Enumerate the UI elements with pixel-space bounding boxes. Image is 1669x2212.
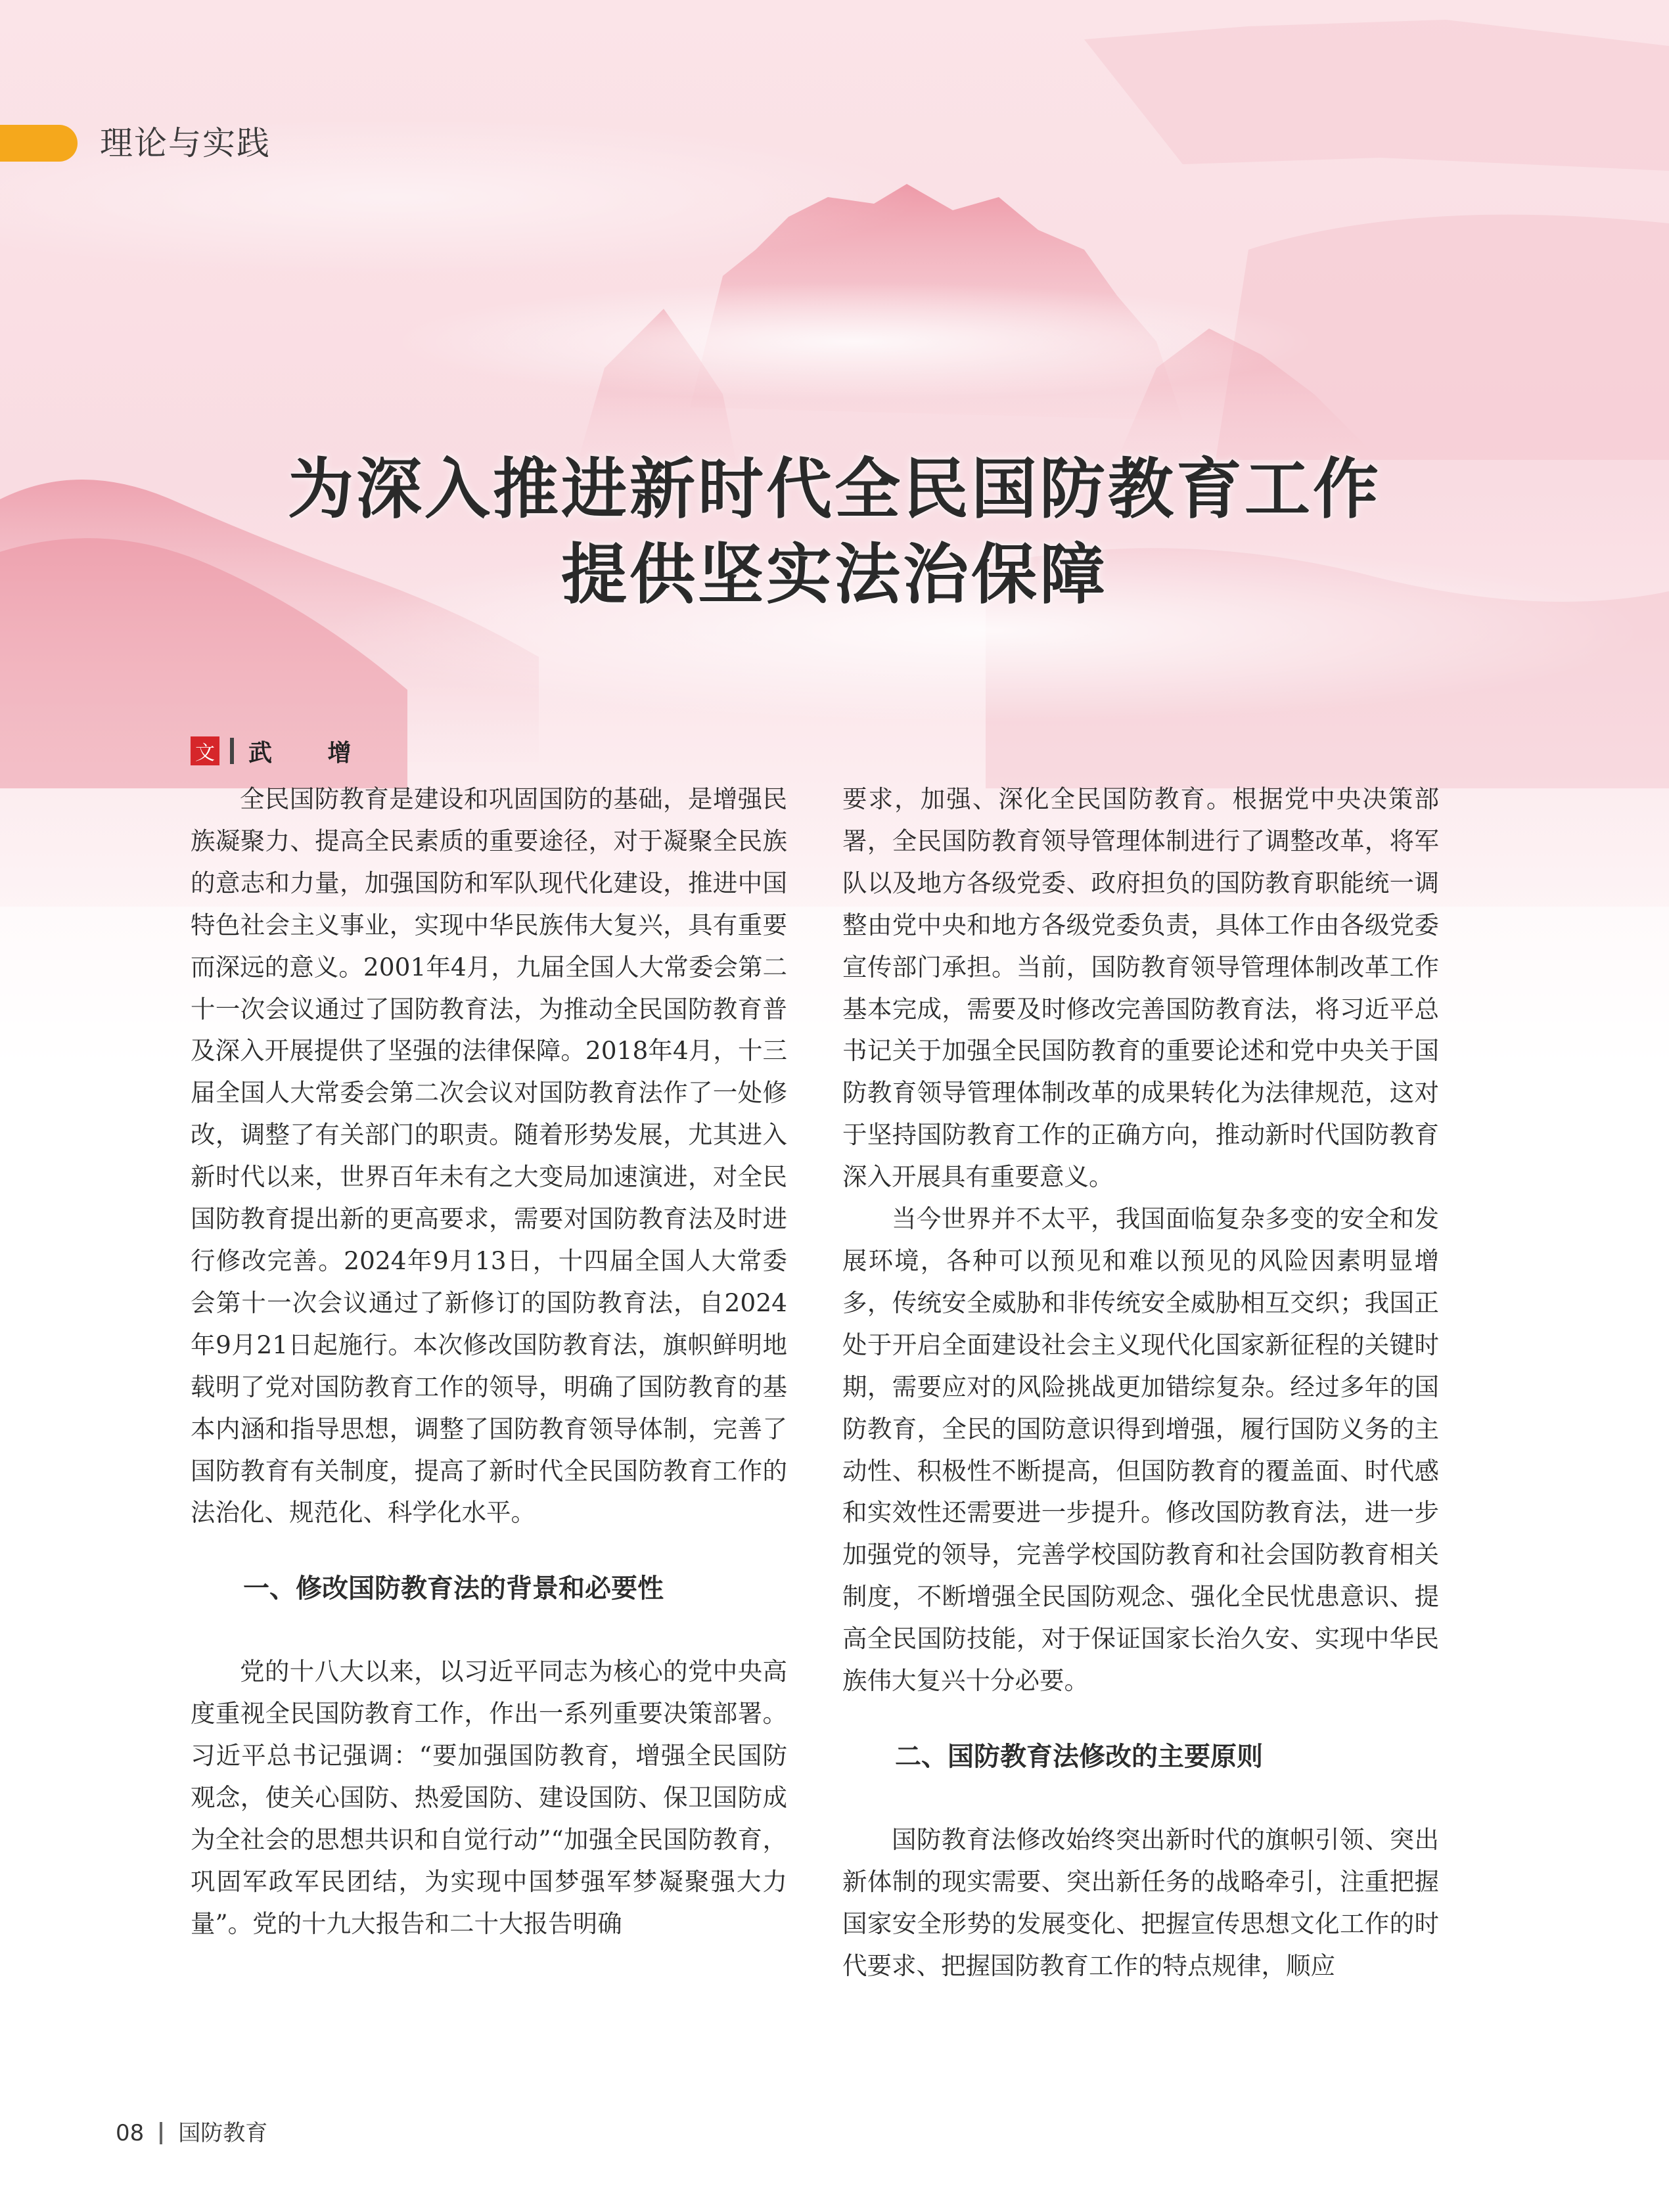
magazine-name: 国防教育 bbox=[178, 2120, 268, 2146]
author-name: 武 增 bbox=[248, 739, 375, 767]
section-tab-marker bbox=[0, 125, 78, 162]
text-column-right bbox=[842, 779, 1439, 1987]
section-heading: 二、国防教育法修改的主要原则 bbox=[895, 1741, 1263, 1772]
byline-divider bbox=[230, 738, 234, 764]
article-title-line2: 提供坚实法治保障 bbox=[561, 536, 1108, 613]
paragraph: 党的十八大以来，以习近平同志为核心的党中央高度重视全民国防教育工作，作出一系列重要决策部署。习近平总书记强调：“要加强国防教育，增强全民国防观念，使关心国防、热爱国防、建设国防、保卫国防成为全社会的思想共识和自觉行动”“加强全民国防教育，巩固军政军民团结，为实现中国梦强军梦凝聚强大力量”。党的十九大报告和二十大报告明确 bbox=[191, 1657, 787, 1938]
paragraph: 要求，加强、深化全民国防教育。根据党中央决策部署，全民国防教育领导管理体制进行了调整改革，将军队以及地方各级党委、政府担负的国防教育职能统一调整由党中央和地方各级党委负责，具体工作由各级党委宣传部门承担。当前，国防教育领导管理体制改革工作基本完成，需要及时修改完善国防教育法，将习近平总书记关于加强全民国防教育的重要论述和党中央关于国防教育领导管理体制改革的成果转化为法律规范，这对于坚持国防教育工作的正确方向，推动新时代国防教育深入开展具有重要意义。 bbox=[842, 784, 1439, 1192]
paragraph: 国防教育法修改始终突出新时代的旗帜引领、突出新体制的现实需要、突出新任务的战略牵引，注重把握国家安全形势的发展变化、把握宣传思想文化工作的时代要求、把握国防教育工作的特点规律，顺应 bbox=[842, 1824, 1439, 1980]
article-title-line1: 为深入推进新时代全民国防教育工作 bbox=[288, 451, 1381, 528]
paragraph: 全民国防教育是建设和巩固国防的基础，是增强民族凝聚力、提高全民素质的重要途径，对于凝聚全民族的意志和力量，加强国防和军队现代化建设，推进中国特色社会主义事业，实现中华民族伟大复兴，具有重要而深远的意义。2001年4月，九届全国人大常委会第二十一次会议通过了国防教育法，为推动全民国防教育普及深入开展提供了坚强的法律保障。2018年4月，十三届全国人大常委会第二次会议对国防教育法作了一处修改，调整了有关部门的职责。随着形势发展，尤其进入新时代以来，世界百年未有之大变局加速演进，对全民国防教育提出新的更高要求，需要对国防教育法及时进行修改完善。2024年9月13日，十四届全国人大常委会第十一次会议通过了新修订的国防教育法，自2024年9月21日起施行。本次修改国防教育法，旗帜鲜明地载明了党对国防教育工作的领导，明确了国防教育的基本内涵和指导思想，调整了国防教育领导体制，完善了国防教育有关制度，提高了新时代全民国防教育工作的法治化、规范化、科学化水平。 bbox=[191, 784, 787, 1527]
byline-mark: 文 bbox=[191, 736, 219, 765]
byline bbox=[191, 734, 375, 767]
text-column-left bbox=[191, 779, 787, 1945]
footer-divider bbox=[160, 2122, 162, 2144]
section-label: 理论与实践 bbox=[100, 124, 271, 162]
page-number: 08 bbox=[116, 2120, 145, 2146]
page-footer bbox=[116, 2119, 267, 2148]
section-heading: 一、修改国防教育法的背景和必要性 bbox=[243, 1573, 664, 1604]
paragraph: 当今世界并不太平，我国面临复杂多变的安全和发展环境，各种可以预见和难以预见的风险因素明显增多，传统安全威胁和非传统安全威胁相互交织；我国正处于开启全面建设社会主义现代化国家新征程的关键时期，需要应对的风险挑战更加错综复杂。经过多年的国防教育，全民的国防意识得到增强，履行国防义务的主动性、积极性不断提高，但国防教育的覆盖面、时代感和实效性还需要进一步提升。修改国防教育法，进一步加强党的领导，完善学校国防教育和社会国防教育相关制度，不断增强全民国防观念、强化全民忧患意识、提高全民国防技能，对于保证国家长治久安、实现中华民族伟大复兴十分必要。 bbox=[842, 1204, 1439, 1696]
